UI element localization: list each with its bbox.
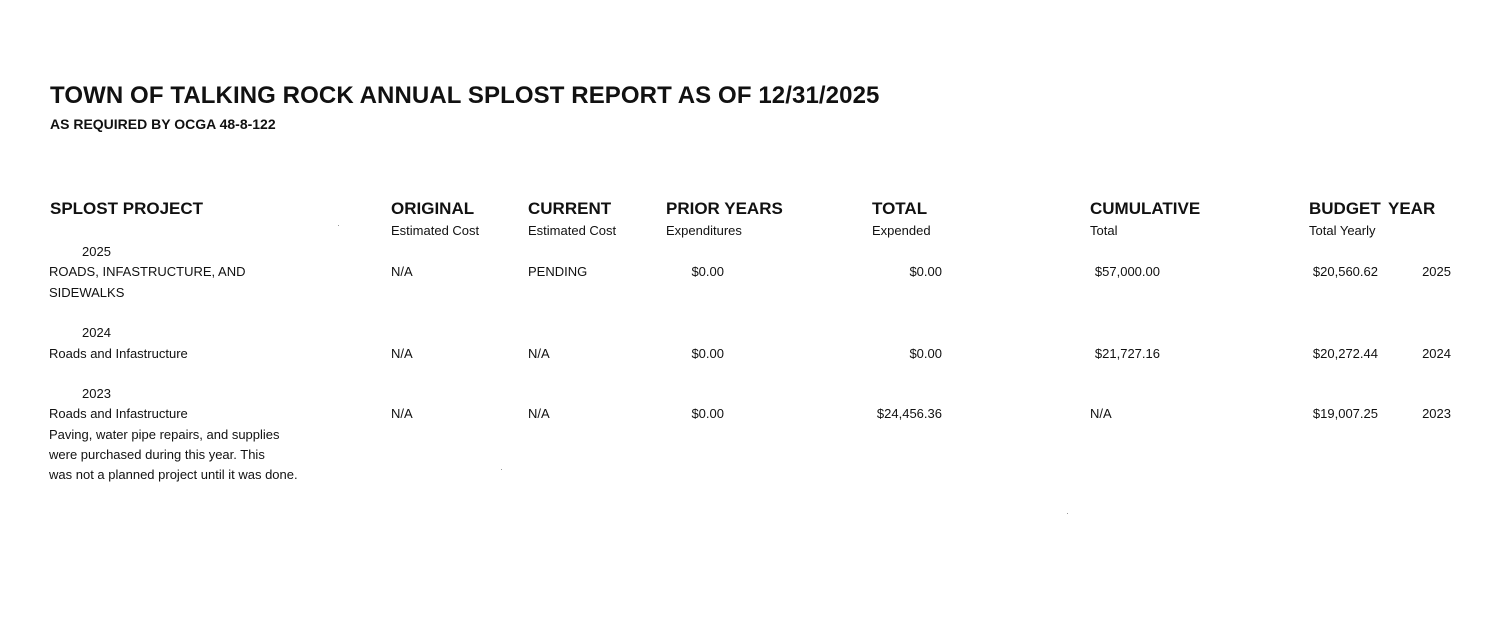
total-expended: $24,456.36 — [876, 406, 942, 421]
prior-expenditures: $0.00 — [691, 346, 724, 361]
cumulative-total: $57,000.00 — [1094, 264, 1160, 279]
project-name: SIDEWALKS — [49, 285, 125, 300]
year-value: 2025 — [1422, 264, 1451, 279]
header-cumulative-sub: Total — [1090, 223, 1118, 238]
cumulative-total: N/A — [1090, 406, 1112, 421]
group-year-label: 2024 — [82, 325, 111, 340]
prior-expenditures: $0.00 — [691, 264, 724, 279]
budget-total-yearly: $19,007.25 — [1312, 406, 1378, 421]
header-current-sub: Estimated Cost — [528, 223, 617, 238]
project-name: Roads and Infastructure — [49, 406, 188, 421]
group-year-label: 2023 — [82, 386, 111, 401]
header-project: SPLOST PROJECT — [50, 199, 204, 218]
cumulative-total: $21,727.16 — [1094, 346, 1160, 361]
group-year-label: 2025 — [82, 244, 111, 259]
original-cost: N/A — [391, 264, 413, 279]
report-title: TOWN OF TALKING ROCK ANNUAL SPLOST REPORT AS OF 12/31/2025 — [50, 82, 880, 109]
year-value: 2023 — [1422, 406, 1451, 421]
project-note: Paving, water pipe repairs, and supplies — [49, 427, 280, 442]
current-cost: N/A — [528, 406, 550, 421]
prior-expenditures: $0.00 — [691, 406, 724, 421]
total-expended: $0.00 — [909, 346, 942, 361]
current-cost: PENDING — [528, 264, 588, 279]
header-total-sub: Expended — [872, 223, 931, 238]
current-cost: N/A — [528, 346, 550, 361]
budget-total-yearly: $20,272.44 — [1312, 346, 1378, 361]
original-cost: N/A — [391, 346, 413, 361]
scan-speck — [1067, 513, 1068, 514]
header-original: ORIGINAL — [391, 199, 475, 218]
header-budget-sub: Total Yearly — [1309, 223, 1376, 238]
header-prior-sub: Expenditures — [666, 223, 742, 238]
header-original-sub: Estimated Cost — [391, 223, 480, 238]
header-cumulative: CUMULATIVE — [1090, 199, 1201, 218]
scan-speck — [338, 225, 339, 226]
header-budget: BUDGET — [1309, 199, 1381, 218]
project-name: ROADS, INFASTRUCTURE, AND — [49, 264, 246, 279]
project-name: Roads and Infastructure — [49, 346, 188, 361]
header-total: TOTAL — [872, 199, 928, 218]
budget-total-yearly: $20,560.62 — [1312, 264, 1378, 279]
year-value: 2024 — [1422, 346, 1451, 361]
header-prior: PRIOR YEARS — [666, 199, 783, 218]
original-cost: N/A — [391, 406, 413, 421]
header-year: YEAR — [1388, 199, 1436, 218]
project-note: was not a planned project until it was done. — [49, 467, 298, 482]
header-current: CURRENT — [528, 199, 612, 218]
scan-speck — [501, 469, 502, 470]
total-expended: $0.00 — [909, 264, 942, 279]
report-subtitle: AS REQUIRED BY OCGA 48-8-122 — [50, 116, 276, 132]
project-note: were purchased during this year. This — [49, 447, 265, 462]
